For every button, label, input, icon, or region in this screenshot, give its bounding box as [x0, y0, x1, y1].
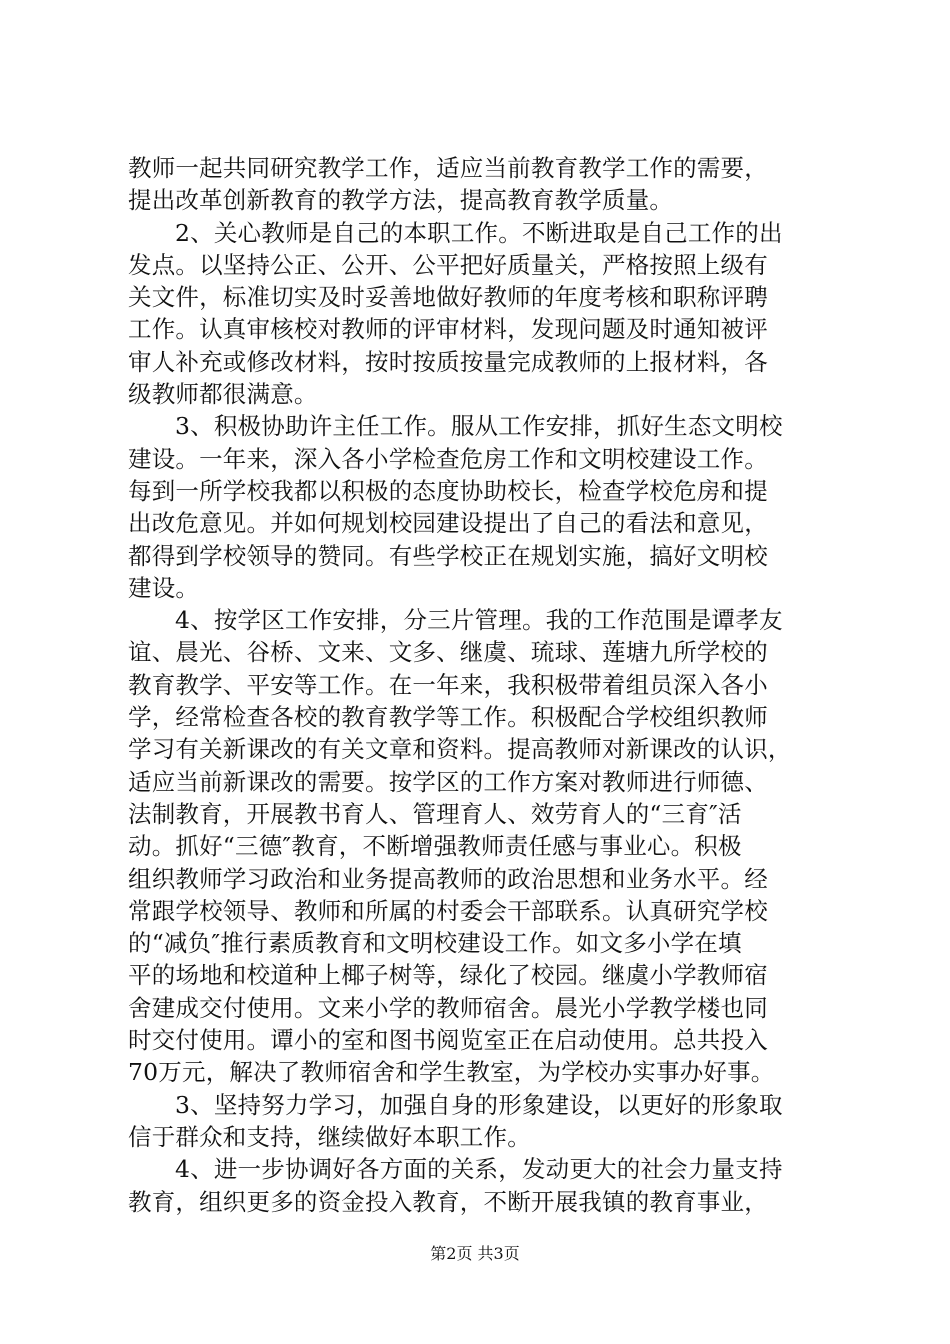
text-line: 适应当前新课改的需要。按学区的工作方案对教师进行师德、: [128, 767, 768, 796]
text-line: 法制教育，开展教书育人、管理育人、效劳育人的“三育″活: [128, 799, 742, 828]
text-line: 谊、晨光、谷桥、文来、文多、继虞、琉球、莲塘九所学校的: [128, 638, 768, 667]
text-line: 每到一所学校我都以积极的态度协助校长，检查学校危房和提: [128, 476, 768, 505]
text-line: 学，经常检查各校的教育教学等工作。积极配合学校组织教师: [128, 703, 768, 732]
text-line: 的“减负″推行素质教育和文明校建设工作。如文多小学在填: [128, 929, 742, 958]
text-line: 出改危意见。并如何规划校园建设提出了自己的看法和意见，: [128, 509, 768, 538]
text-line: 关文件，标准切实及时妥善地做好教师的年度考核和职称评聘: [128, 283, 768, 312]
text-line: 信于群众和支持，继续做好本职工作。: [128, 1122, 531, 1151]
paragraph-start-line: 3、积极协助许主任工作。服从工作安排，抓好生态文明校: [175, 412, 783, 441]
text-line: 学习有关新课改的有关文章和资料。提高教师对新课改的认识，: [128, 735, 792, 764]
document-body: [128, 152, 834, 1218]
text-line: 级教师都很满意。: [128, 380, 318, 409]
text-line: 平的场地和校道种上椰子树等，绿化了校园。继虞小学教师宿: [128, 961, 768, 990]
text-line: 建设。: [128, 573, 200, 602]
text-line: 教师一起共同研究教学工作，适应当前教育教学工作的需要，: [128, 154, 768, 182]
text-line: 都得到学校领导的赞同。有些学校正在规划实施，搞好文明校: [128, 541, 768, 570]
text-line: 教育教学、平安等工作。在一年来，我积极带着组员深入各小: [128, 670, 768, 699]
paragraph-start-line: 2、关心教师是自己的本职工作。不断进取是自己工作的出: [175, 218, 783, 247]
text-line: 70万元，解决了教师宿舍和学生教室，为学校办实事办好事。: [128, 1058, 775, 1087]
text-line: 时交付使用。谭小的室和图书阅览室正在启动使用。总共投入: [128, 1026, 768, 1055]
text-line: 提出改革创新教育的教学方法，提高教育教学质量。: [128, 186, 674, 215]
paragraph-start-line: 4、进一步协调好各方面的关系，发动更大的社会力量支持: [175, 1155, 783, 1184]
text-line: 组织教师学习政治和业务提高教师的政治思想和业务水平。经: [128, 864, 768, 893]
text-line: 动。抓好“三德″教育，不断增强教师责任感与事业心。积极: [128, 832, 742, 861]
text-line: 常跟学校领导、教师和所属的村委会干部联系。认真研究学校: [128, 896, 768, 925]
page-footer: [0, 1243, 950, 1265]
paragraph-start-line: 3、坚持努力学习，加强自身的形象建设，以更好的形象取: [175, 1090, 783, 1119]
text-line: 审人补充或修改材料，按时按质按量完成教师的上报材料，各: [128, 347, 768, 376]
text-line: 工作。认真审核校对教师的评审材料，发现问题及时通知被评: [128, 315, 768, 344]
text-line: 建设。一年来，深入各小学检查危房工作和文明校建设工作。: [128, 444, 768, 473]
page-number-label: 第2页 共3页: [430, 1244, 520, 1263]
text-line: 发点。以坚持公正、公开、公平把好质量关，严格按照上级有: [128, 250, 768, 279]
paragraph-start-line: 4、按学区工作安排，分三片管理。我的工作范围是谭孝友: [175, 606, 783, 635]
text-line: 舍建成交付使用。文来小学的教师宿舍。晨光小学教学楼也同: [128, 993, 768, 1022]
text-line: 教育，组织更多的资金投入教育，不断开展我镇的教育事业，: [128, 1187, 768, 1216]
